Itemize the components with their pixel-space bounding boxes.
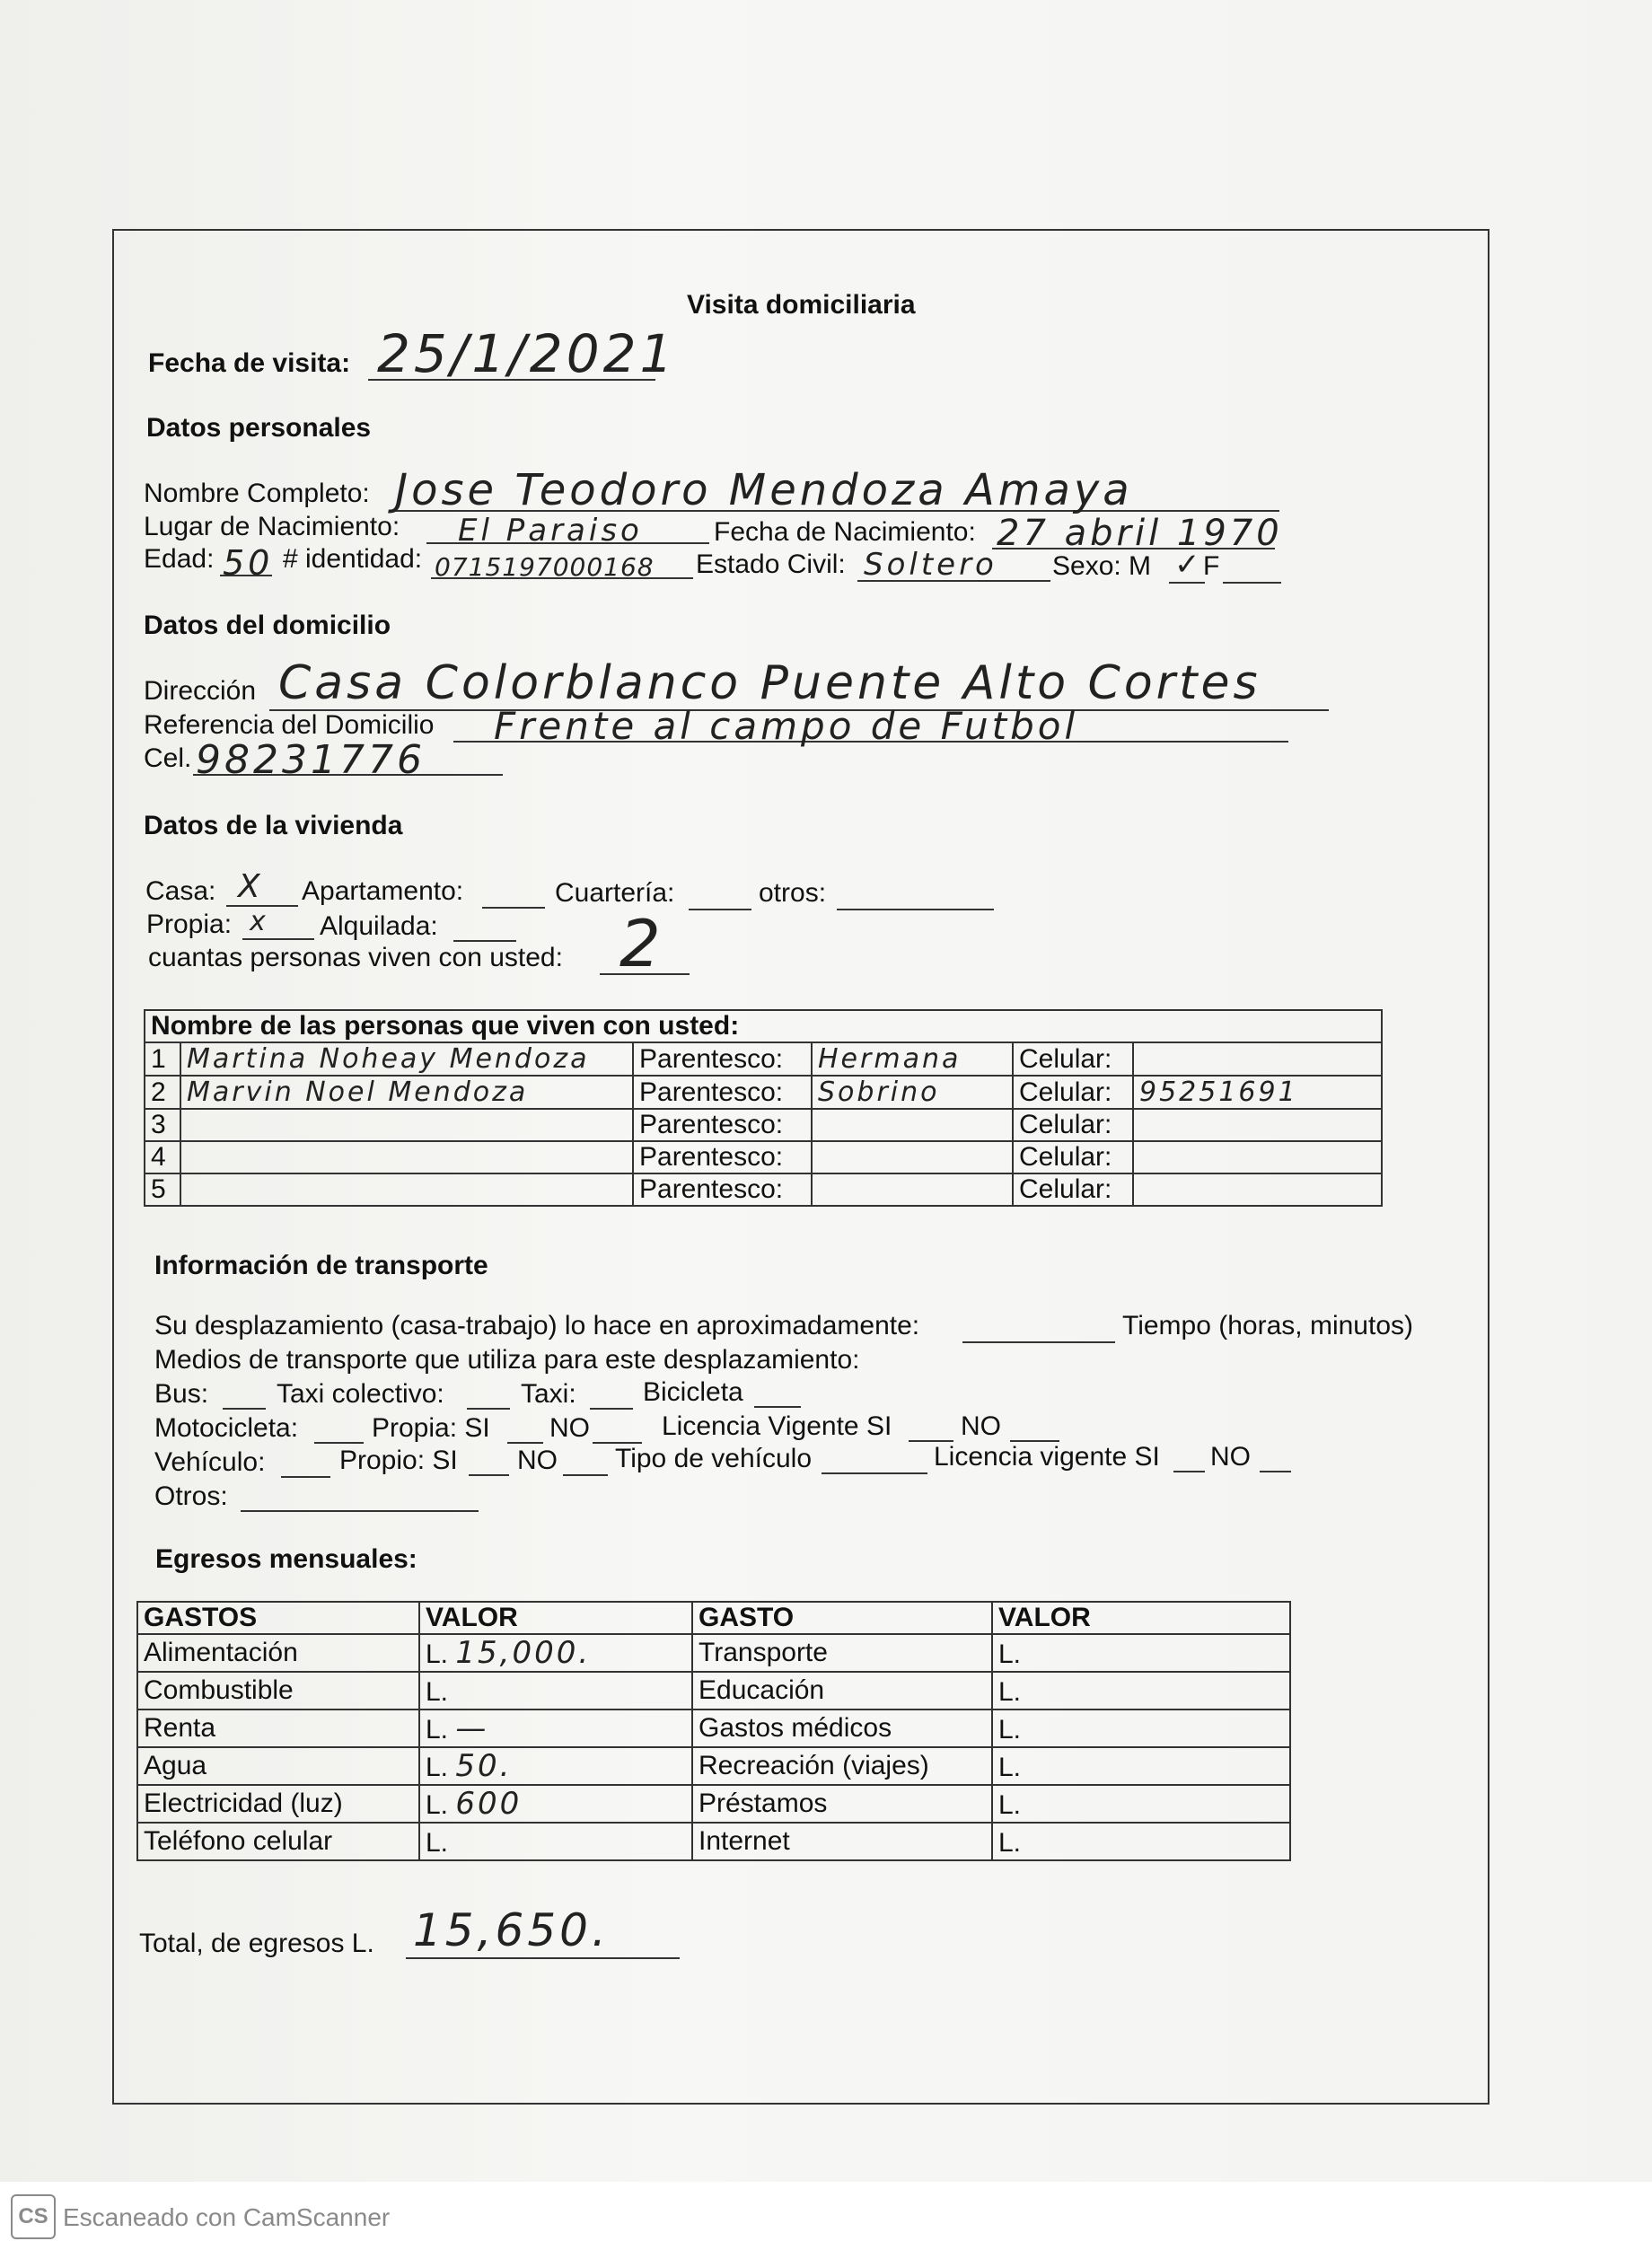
row-number: 5: [145, 1173, 180, 1206]
vehiculo-licencia-no-line: [1260, 1471, 1291, 1472]
full-name-value: Jose Teodoro Mendoza Amaya: [395, 465, 1133, 515]
celular-label: Celular:: [1013, 1141, 1133, 1173]
cel-label: Cel.: [144, 743, 192, 773]
full-name-label: Nombre Completo:: [144, 479, 370, 508]
parentesco-label: Parentesco:: [633, 1076, 812, 1109]
scanner-footer: [0, 2182, 1652, 2250]
currency: L.: [426, 1828, 449, 1858]
expense-label: Internet: [692, 1823, 992, 1860]
currency: L.: [426, 1753, 449, 1782]
bicicleta-label: Bicicleta: [643, 1377, 743, 1407]
expense-label: Combustible: [137, 1672, 419, 1709]
currency: L.: [426, 1790, 449, 1820]
currency: L.: [998, 1790, 1022, 1820]
expense-label: Gastos médicos: [692, 1709, 992, 1747]
person-cel: [1133, 1141, 1382, 1173]
transport-otros-line: [241, 1510, 479, 1512]
total-expenses-value: 15,650.: [413, 1904, 610, 1956]
total-expenses-label: Total, de egresos L.: [139, 1929, 374, 1958]
moto-licencia-no-label: NO: [961, 1411, 1001, 1441]
motocicleta-label: Motocicleta:: [154, 1413, 299, 1443]
expense-label: Educación: [692, 1672, 992, 1709]
civil-value: Soltero: [864, 547, 997, 583]
table-row: [137, 1747, 1290, 1785]
cuarteria-line: [689, 909, 751, 910]
address-label: Dirección: [144, 676, 257, 706]
camscanner-watermark: Escaneado con CamScanner: [63, 2203, 391, 2231]
row-number: 1: [145, 1042, 180, 1076]
camscanner-logo-icon: CS: [11, 2194, 56, 2239]
otros-line: [837, 909, 994, 910]
reference-label: Referencia del Domicilio: [144, 710, 435, 740]
visit-date-label: Fecha de visita:: [148, 348, 351, 378]
person-cel: [1133, 1042, 1382, 1076]
cohabitants-value: 2: [620, 906, 664, 981]
row-number: 2: [145, 1076, 180, 1109]
col-valor-header: VALOR: [419, 1602, 692, 1634]
expense-value-cell: [419, 1634, 692, 1672]
age-value: 50: [223, 543, 274, 583]
casa-label: Casa:: [145, 876, 216, 906]
birthdate-label: Fecha de Nacimiento:: [714, 517, 976, 547]
expense-label: Agua: [137, 1747, 419, 1785]
expense-value: —: [455, 1710, 489, 1746]
civil-label: Estado Civil:: [696, 549, 846, 579]
expense-label: Teléfono celular: [137, 1823, 419, 1860]
birthplace-value: El Paraiso: [458, 513, 643, 549]
celular-label: Celular:: [1013, 1076, 1133, 1109]
vehiculo-label: Vehículo:: [154, 1447, 266, 1477]
commute-time-label: Su desplazamiento (casa-trabajo) lo hace en aproximadamente:: [154, 1311, 920, 1340]
expense-value-cell: [419, 1747, 692, 1785]
tipo-vehiculo-label: Tipo de vehículo: [615, 1444, 813, 1473]
form-title: Visita domiciliaria: [687, 290, 916, 320]
people-table-header: Nombre de las personas que viven con usted:: [145, 1010, 1382, 1042]
id-label: # identidad:: [283, 544, 423, 574]
expense-label: Electricidad (luz): [137, 1785, 419, 1823]
expense-label: Renta: [137, 1709, 419, 1747]
propia-label: Propia:: [146, 910, 233, 939]
expense-value-cell: [419, 1709, 692, 1747]
id-value: 0715197000168: [435, 552, 655, 582]
motocicleta-line: [314, 1442, 364, 1444]
commute-time-unit: Tiempo (horas, minutos): [1122, 1311, 1413, 1340]
person-cel: [1133, 1173, 1382, 1206]
expense-label: Alimentación: [137, 1634, 419, 1672]
expense-value-cell: [992, 1634, 1290, 1672]
expense-value: 600: [455, 1786, 523, 1822]
person-name: [180, 1173, 633, 1206]
sex-f-line: [1223, 582, 1281, 584]
cuarteria-label: Cuartería:: [555, 878, 675, 908]
total-expenses-line: [406, 1957, 680, 1959]
transport-means-label: Medios de transporte que utiliza para este desplazamiento:: [154, 1345, 860, 1375]
otros-label: otros:: [759, 878, 827, 908]
taxi-label: Taxi:: [521, 1379, 576, 1409]
visit-date-value: 25/1/2021: [377, 323, 677, 384]
person-relation: [812, 1109, 1013, 1141]
person-name: [180, 1109, 633, 1141]
expense-value-cell: [992, 1709, 1290, 1747]
sex-m-mark: ✓: [1174, 547, 1204, 583]
bus-label: Bus:: [154, 1379, 209, 1409]
casa-mark: X: [238, 868, 264, 905]
expense-value-cell: [419, 1785, 692, 1823]
person-relation: [812, 1173, 1013, 1206]
propia-mark: x: [250, 906, 269, 937]
parentesco-label: Parentesco:: [633, 1109, 812, 1141]
person-relation: Hermana: [812, 1042, 1013, 1076]
bicicleta-line: [754, 1406, 801, 1408]
bus-line: [223, 1408, 266, 1410]
expense-value-cell: [992, 1823, 1290, 1860]
col-gastos-header: GASTOS: [137, 1602, 419, 1634]
transport-otros-label: Otros:: [154, 1481, 228, 1511]
expenses-header-row: [137, 1602, 1290, 1634]
birthplace-label: Lugar de Nacimiento:: [144, 512, 400, 541]
person-name: Marvin Noel Mendoza: [180, 1076, 633, 1109]
vehiculo-propio-si-line: [469, 1474, 509, 1476]
commute-time-line: [962, 1341, 1115, 1343]
table-row: [145, 1173, 1382, 1206]
table-row: [145, 1042, 1382, 1076]
sex-f-label: F: [1203, 551, 1220, 581]
moto-propia-si-label: Propia: SI: [372, 1413, 490, 1443]
expense-label: Transporte: [692, 1634, 992, 1672]
vehiculo-licencia-si-line: [1173, 1471, 1205, 1472]
propia-line: [242, 938, 314, 940]
currency: L.: [426, 1677, 449, 1707]
table-row: [145, 1076, 1382, 1109]
expense-value: 15,000.: [455, 1635, 592, 1671]
currency: L.: [998, 1828, 1022, 1858]
taxi-colectivo-line: [467, 1408, 510, 1410]
address-value: Casa Colorblanco Puente Alto Cortes: [278, 656, 1261, 710]
expense-value-cell: [992, 1785, 1290, 1823]
row-number: 3: [145, 1109, 180, 1141]
vehiculo-propio-no-label: NO: [517, 1446, 558, 1475]
person-relation: [812, 1141, 1013, 1173]
table-row: [137, 1709, 1290, 1747]
currency: L.: [998, 1677, 1022, 1707]
tipo-vehiculo-line: [822, 1472, 927, 1474]
table-row: [137, 1823, 1290, 1860]
person-cel: [1133, 1109, 1382, 1141]
taxi-colectivo-label: Taxi colectivo:: [277, 1379, 444, 1409]
expense-label: Recreación (viajes): [692, 1747, 992, 1785]
parentesco-label: Parentesco:: [633, 1173, 812, 1206]
table-row: [137, 1634, 1290, 1672]
cohabitants-label: cuantas personas viven con usted:: [148, 943, 563, 972]
expense-value-cell: [419, 1823, 692, 1860]
alquilada-line: [453, 940, 516, 942]
celular-label: Celular:: [1013, 1173, 1133, 1206]
moto-licencia-label: Licencia Vigente SI: [662, 1411, 892, 1441]
vehiculo-licencia-no-label: NO: [1210, 1442, 1251, 1472]
celular-label: Celular:: [1013, 1042, 1133, 1076]
currency: L.: [998, 1715, 1022, 1745]
expense-label: Préstamos: [692, 1785, 992, 1823]
reference-value: Frente al campo de Futbol: [494, 704, 1079, 748]
currency: L.: [426, 1639, 449, 1669]
age-label: Edad:: [144, 544, 215, 574]
expense-value-cell: [992, 1747, 1290, 1785]
people-table-header-row: [145, 1010, 1382, 1042]
vehiculo-propio-si-label: Propio: SI: [339, 1446, 458, 1475]
person-relation: Sobrino: [812, 1076, 1013, 1109]
table-row: [145, 1109, 1382, 1141]
vehiculo-line: [281, 1476, 330, 1478]
table-row: [137, 1672, 1290, 1709]
celular-label: Celular:: [1013, 1109, 1133, 1141]
moto-propia-no-label: NO: [549, 1413, 590, 1443]
moto-propia-si-line: [507, 1442, 543, 1444]
currency: L.: [998, 1639, 1022, 1669]
sex-label: Sexo: M: [1052, 551, 1152, 581]
housing-section-title: Datos de la vivienda: [144, 811, 403, 840]
row-number: 4: [145, 1141, 180, 1173]
apartamento-line: [482, 907, 545, 909]
people-table: [144, 1009, 1383, 1207]
col-valor2-header: VALOR: [992, 1602, 1290, 1634]
expense-value: 50.: [455, 1748, 513, 1784]
parentesco-label: Parentesco:: [633, 1141, 812, 1173]
expense-value-cell: [419, 1672, 692, 1709]
birthdate-value: 27 abril 1970: [997, 513, 1283, 554]
domicile-section-title: Datos del domicilio: [144, 611, 391, 640]
table-row: [137, 1785, 1290, 1823]
parentesco-label: Parentesco:: [633, 1042, 812, 1076]
apartamento-label: Apartamento:: [302, 876, 464, 906]
personal-section-title: Datos personales: [146, 413, 372, 443]
currency: L.: [998, 1753, 1022, 1782]
vehiculo-propio-no-line: [563, 1474, 608, 1476]
person-name: [180, 1141, 633, 1173]
alquilada-label: Alquilada:: [320, 911, 438, 941]
taxi-line: [590, 1408, 633, 1410]
person-cel: 95251691: [1133, 1076, 1382, 1109]
currency: L.: [426, 1715, 449, 1745]
expenses-table: [136, 1601, 1291, 1861]
expense-value-cell: [992, 1672, 1290, 1709]
transport-section-title: Información de transporte: [154, 1251, 488, 1280]
vehiculo-licencia-label: Licencia vigente SI: [934, 1442, 1160, 1472]
cel-value: 98231776: [196, 737, 426, 783]
col-gasto-header: GASTO: [692, 1602, 992, 1634]
expenses-section-title: Egresos mensuales:: [155, 1544, 417, 1574]
person-name: Martina Noheay Mendoza: [180, 1042, 633, 1076]
table-row: [145, 1141, 1382, 1173]
